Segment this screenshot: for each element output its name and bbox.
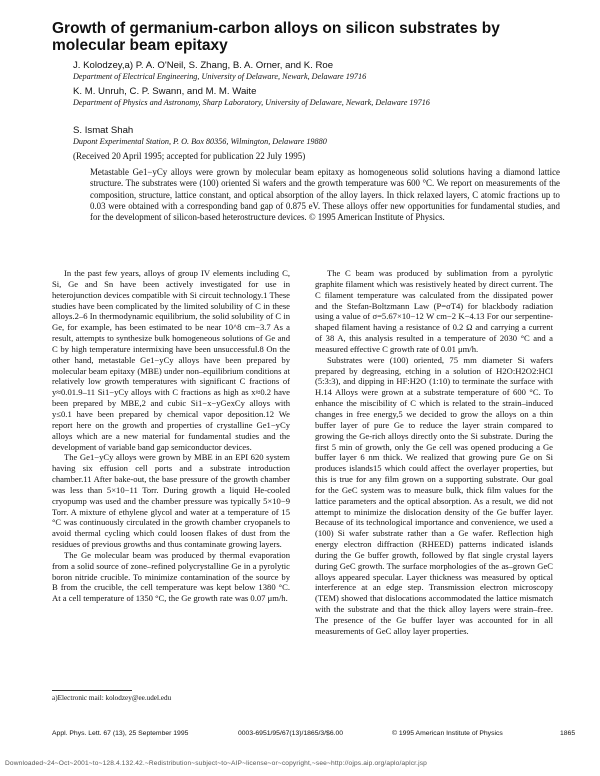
received-date: (Received 20 April 1995; accepted for publication 22 July 1995) [73, 151, 306, 161]
authors-group-1: J. Kolodzey,a) P. A. O'Neil, S. Zhang, B. A. Orner, and K. Roe [73, 60, 334, 71]
authors-group-2: K. M. Unruh, C. P. Swann, and M. M. Waite [73, 86, 257, 97]
footer-page-number: 1865 [560, 730, 576, 737]
footer-journal: Appl. Phys. Lett. 67 (13), 25 September 1995 [52, 730, 189, 737]
footnote: a)Electronic mail: kolodzey@ee.udel.edu [52, 694, 172, 702]
affiliation-2: Department of Physics and Astronomy, Sharp Laboratory, University of Delaware, Newark, Delaware 19716 [73, 98, 430, 107]
footer-copyright: © 1995 American Institute of Physics [392, 730, 503, 737]
paragraph: The Ge1−yCy alloys were grown by MBE in an EPI 620 system having six effusion cell ports and a substrate introduction chamber.11 After bake-out, the base pressure of the growth chamber was less than 5×10−11 Torr. During growth a liquid He-cooled cryopump was used and the chamber pressure was typically 5×10−9 Torr. A mixture of ethylene glycol and water at a temperature of 15 °C was continuously circulated in the growth chamber cryopanels to avoid thermal cycling which could loosen flakes of dust from the residues of previous growths and thus contaminate growing layers. [52, 452, 290, 550]
authors-group-3: S. Ismat Shah [73, 125, 134, 136]
download-notice: Downloaded~24~Oct~2001~to~128.4.132.42.~Redistribution~subject~to~AIP~license~or~copyright,~see~http://ojps.aip.org/aplo/aplcr.jsp [5, 760, 428, 767]
column-right [315, 268, 553, 637]
footnote-divider [52, 690, 132, 691]
paragraph: Substrates were (100) oriented, 75 mm diameter Si wafers prepared by degreasing, etching in a solution of H2O:H2O2:HCl (5:3:3), and dipping in HF:H2O (1:10) to terminate the surface with H.14 Alloys were grown at a substrate temperature of 600 °C. To enhance the miscibility of C which is related to the strain–induced changes in free energy,5 we decided to grow the alloys on a thin buffer layer of pure Ge to reduce the layer strain compared to growing the Ge-rich alloys directly onto the Si substrate. During the first 5 min of growth, only the Ge cell was opened producing a Ge buffer layer 6 nm thick. We realized that growing pure Ge on Si produces islands15 which could affect the overlayer properties, but this is true for any film grown on a supporting substrate. Our goal for the GeC system was to measure bulk, thick film values for the lattice parameters and the optical absorption. As a result, we did not attempt to minimize the dislocation density of the Ge buffer layer. Because of its technological importance and convenience, we used a (100) Si wafer substrate rather than a Ge wafer. Reflection high energy electron diffraction (RHEED) patterns indicated islands during the Ge buffer growth, followed by flat single crystal layers during GeC growth. The surface morphologies of the as–grown GeC alloys appeared specular. Layer thickness was measured by optical interference at an edge step. Transmission electron microscopy (TEM) showed that dislocations accommodated the lattice mismatch with the substrate and that the thick alloy layers were strain–free. The presence of the Ge buffer layer was accounted for in all measurements of GeC alloy layer properties. [315, 354, 553, 636]
paragraph: In the past few years, alloys of group IV elements including C, Si, Ge and Sn have been actively investigated for use in heterojunction devices compatible with Si circuit technology.1 These studies have been complicated by the limited solubility of C in these alloys.2–6 In thermodynamic equilibrium, the solid solubility of C in Ge, for example, has been estimated to be near 10^8 cm−3.7 As a result, attempts to synthesize bulk homogeneous solutions of Ge and C by high temperature intermixing have been unsuccessful.8 On the other hand, metastable Ge1−yCy alloys have been prepared by molecular beam epitaxy (MBE) under non–equilibrium conditions at relatively low growth temperatures with significant C fractions of y≈0.01.9–11 Si1−yCy alloys with C fractions as high as x≈0.2 have been prepared by MBE,2 and cubic Si1−x−yGexCy alloys with y≤0.1 have been prepared by chemical vapor deposition.12 We report here on the growth and properties of crystalline Ge1−yCy alloys which are a new material for fundamental studies and the development of variable band gap semiconductor devices. [52, 268, 290, 452]
footer-code: 0003-6951/95/67(13)/1865/3/$6.00 [238, 730, 344, 737]
abstract: Metastable Ge1−yCy alloys were grown by molecular beam epitaxy as homogeneous solid solutions having a diamond lattice structure. The substrates were (100) oriented Si wafers and the growth temperature was 600 °C. We report on measurements of the composition, structure, lattice constant, and optical absorption of the alloy layers. In thick relaxed layers, C atomic fractions up to 0.03 were obtained with a corresponding band gap of 0.875 eV. These alloys offer new opportunities for fundamental studies, and for the development of silicon-based heterostructure devices. © 1995 American Institute of Physics. [90, 167, 560, 223]
column-left [52, 268, 290, 604]
affiliation-3: Dupont Experimental Station, P. O. Box 80356, Wilmington, Delaware 19880 [73, 137, 327, 146]
paragraph: The C beam was produced by sublimation from a pyrolytic graphite filament which was resistively heated by direct current. The C filament temperature was calculated from the dissipated power and the Stefan-Boltzmann Law (P=σT4) for blackbody radiation using a value of σ=5.67×10−12 W cm−2 K−4.13 For our serpentine-shaped filament having a resistance of 0.2 Ω and carrying a current of 38 A, this analysis resulted in a temperature of 2030 °C and a measured effective C growth rate of 0.01 μm/h. [315, 268, 553, 354]
paragraph: The Ge molecular beam was produced by thermal evaporation from a solid source of zone–refined polycrystalline Ge in a pyrolytic boron nitride crucible. To minimize contamination of the source by B from the crucible, the cell temperature was kept below 1380 °C. At a cell temperature of 1350 °C, the Ge growth rate was 0.07 μm/h. [52, 549, 290, 604]
affiliation-1: Department of Electrical Engineering, University of Delaware, Newark, Delaware 19716 [73, 72, 367, 81]
paper-title: Growth of germanium-carbon alloys on silicon substrates by molecular beam epitaxy [52, 20, 500, 54]
